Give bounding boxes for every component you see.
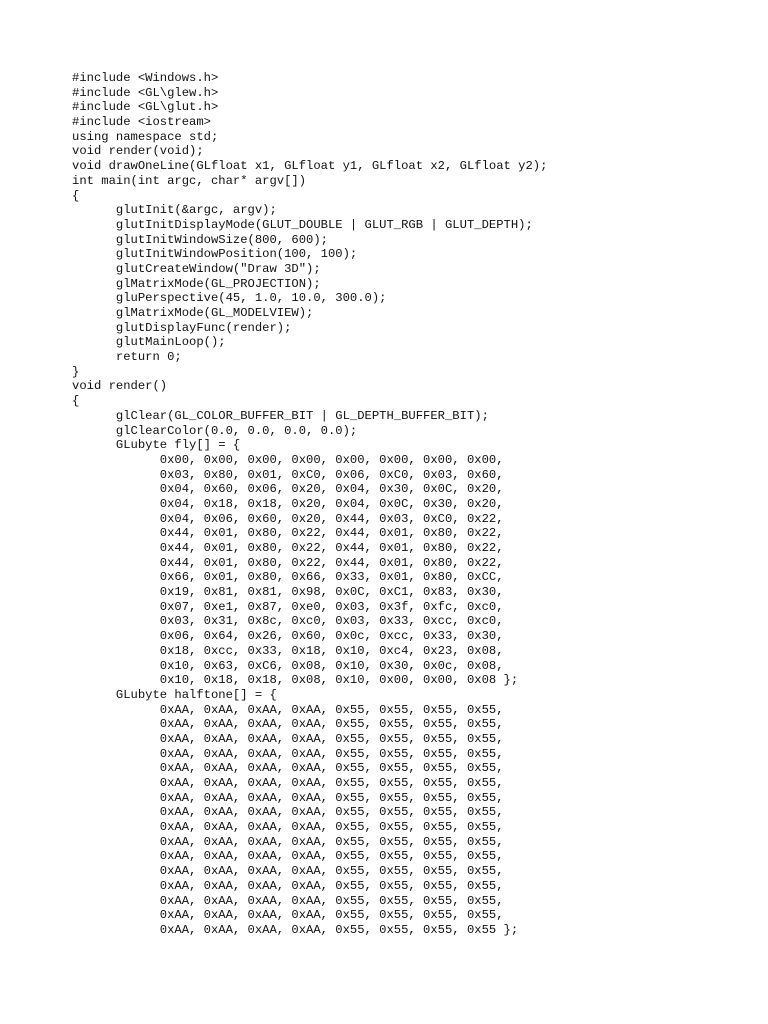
code-line: 0x18, 0xcc, 0x33, 0x18, 0x10, 0xc4, 0x23, 0x08, (72, 643, 504, 658)
code-line: glutInitDisplayMode(GLUT_DOUBLE | GLUT_RGB | GLUT_DEPTH); (72, 217, 533, 232)
code-document (72, 71, 752, 952)
code-line: 0xAA, 0xAA, 0xAA, 0xAA, 0x55, 0x55, 0x55, 0x55, (72, 805, 504, 820)
code-line: 0x07, 0xe1, 0x87, 0xe0, 0x03, 0x3f, 0xfc, 0xc0, (72, 599, 504, 614)
code-line: 0x03, 0x80, 0x01, 0xC0, 0x06, 0xC0, 0x03, 0x60, (72, 467, 504, 482)
code-line: 0x04, 0x06, 0x60, 0x20, 0x44, 0x03, 0xC0, 0x22, (72, 511, 504, 526)
code-line: 0xAA, 0xAA, 0xAA, 0xAA, 0x55, 0x55, 0x55, 0x55 }; (72, 922, 519, 937)
code-line: glutInit(&argc, argv); (72, 203, 277, 218)
code-line: glutInitWindowSize(800, 600); (72, 232, 328, 247)
code-line: 0x03, 0x31, 0x8c, 0xc0, 0x03, 0x33, 0xcc, 0xc0, (72, 614, 504, 629)
code-line: 0xAA, 0xAA, 0xAA, 0xAA, 0x55, 0x55, 0x55, 0x55, (72, 849, 504, 864)
code-line: 0xAA, 0xAA, 0xAA, 0xAA, 0x55, 0x55, 0x55, 0x55, (72, 878, 504, 893)
code-line: GLubyte halftone[] = { (72, 687, 277, 702)
code-line: void render() (72, 379, 168, 394)
code-line: glMatrixMode(GL_PROJECTION); (72, 276, 321, 291)
code-line: 0xAA, 0xAA, 0xAA, 0xAA, 0x55, 0x55, 0x55, 0x55, (72, 717, 504, 732)
code-line: return 0; (72, 350, 182, 365)
code-line: 0xAA, 0xAA, 0xAA, 0xAA, 0x55, 0x55, 0x55, 0x55, (72, 702, 504, 717)
code-line: 0xAA, 0xAA, 0xAA, 0xAA, 0x55, 0x55, 0x55, 0x55, (72, 834, 504, 849)
code-line: 0x44, 0x01, 0x80, 0x22, 0x44, 0x01, 0x80, 0x22, (72, 526, 504, 541)
code-line: 0xAA, 0xAA, 0xAA, 0xAA, 0x55, 0x55, 0x55, 0x55, (72, 908, 504, 923)
code-line: GLubyte fly[] = { (72, 438, 241, 453)
code-line: 0x04, 0x60, 0x06, 0x20, 0x04, 0x30, 0x0C, 0x20, (72, 482, 504, 497)
code-line: #include <GL\glut.h> (72, 100, 219, 115)
code-line: glutCreateWindow("Draw 3D"); (72, 261, 321, 276)
code-line: glClearColor(0.0, 0.0, 0.0, 0.0); (72, 423, 358, 438)
code-line: 0xAA, 0xAA, 0xAA, 0xAA, 0x55, 0x55, 0x55, 0x55, (72, 864, 504, 879)
code-line: #include <GL\glew.h> (72, 85, 219, 100)
code-line: 0xAA, 0xAA, 0xAA, 0xAA, 0x55, 0x55, 0x55, 0x55, (72, 776, 504, 790)
code-line: 0xAA, 0xAA, 0xAA, 0xAA, 0x55, 0x55, 0x55, 0x55, (72, 761, 504, 776)
code-line: 0x44, 0x01, 0x80, 0x22, 0x44, 0x01, 0x80, 0x22, (72, 541, 504, 555)
code-line: 0xAA, 0xAA, 0xAA, 0xAA, 0x55, 0x55, 0x55, 0x55, (72, 820, 504, 835)
code-line: 0x06, 0x64, 0x26, 0x60, 0x0c, 0xcc, 0x33, 0x30, (72, 629, 504, 644)
code-line: } (72, 364, 80, 379)
code-line: glutDisplayFunc(render); (72, 320, 292, 335)
code-line: glClear(GL_COLOR_BUFFER_BIT | GL_DEPTH_BUFFER_BIT); (72, 408, 489, 423)
code-line: 0x10, 0x18, 0x18, 0x08, 0x10, 0x00, 0x00, 0x08 }; (72, 673, 519, 688)
code-line: 0xAA, 0xAA, 0xAA, 0xAA, 0x55, 0x55, 0x55, 0x55, (72, 790, 504, 805)
code-line: 0xAA, 0xAA, 0xAA, 0xAA, 0x55, 0x55, 0x55, 0x55, (72, 731, 504, 746)
code-line: gluPerspective(45, 1.0, 10.0, 300.0); (72, 291, 387, 306)
code-line: #include <iostream> (72, 115, 211, 130)
code-line: void render(void); (72, 144, 204, 159)
code-line: 0x00, 0x00, 0x00, 0x00, 0x00, 0x00, 0x00, 0x00, (72, 452, 504, 467)
code-line: 0x04, 0x18, 0x18, 0x20, 0x04, 0x0C, 0x30, 0x20, (72, 496, 504, 511)
code-line (72, 938, 752, 953)
code-line: glutInitWindowPosition(100, 100); (72, 247, 358, 262)
code-line: 0x66, 0x01, 0x80, 0x66, 0x33, 0x01, 0x80, 0xCC, (72, 570, 504, 585)
code-line: glutMainLoop(); (72, 335, 226, 350)
code-line: { (72, 394, 80, 409)
code-line: #include <Windows.h> (72, 71, 219, 85)
code-line: 0x10, 0x63, 0xC6, 0x08, 0x10, 0x30, 0x0c, 0x08, (72, 658, 504, 673)
code-line: 0xAA, 0xAA, 0xAA, 0xAA, 0x55, 0x55, 0x55, 0x55, (72, 893, 504, 908)
code-line: 0x19, 0x81, 0x81, 0x98, 0x0C, 0xC1, 0x83, 0x30, (72, 585, 504, 600)
code-line: using namespace std; (72, 129, 219, 144)
code-line: glMatrixMode(GL_MODELVIEW); (72, 306, 314, 320)
code-line: 0xAA, 0xAA, 0xAA, 0xAA, 0x55, 0x55, 0x55, 0x55, (72, 746, 504, 761)
code-line: { (72, 188, 80, 203)
code-line: void drawOneLine(GLfloat x1, GLfloat y1, GLfloat x2, GLfloat y2); (72, 159, 548, 174)
code-line: int main(int argc, char* argv[]) (72, 173, 307, 188)
code-line: 0x44, 0x01, 0x80, 0x22, 0x44, 0x01, 0x80, 0x22, (72, 555, 504, 570)
